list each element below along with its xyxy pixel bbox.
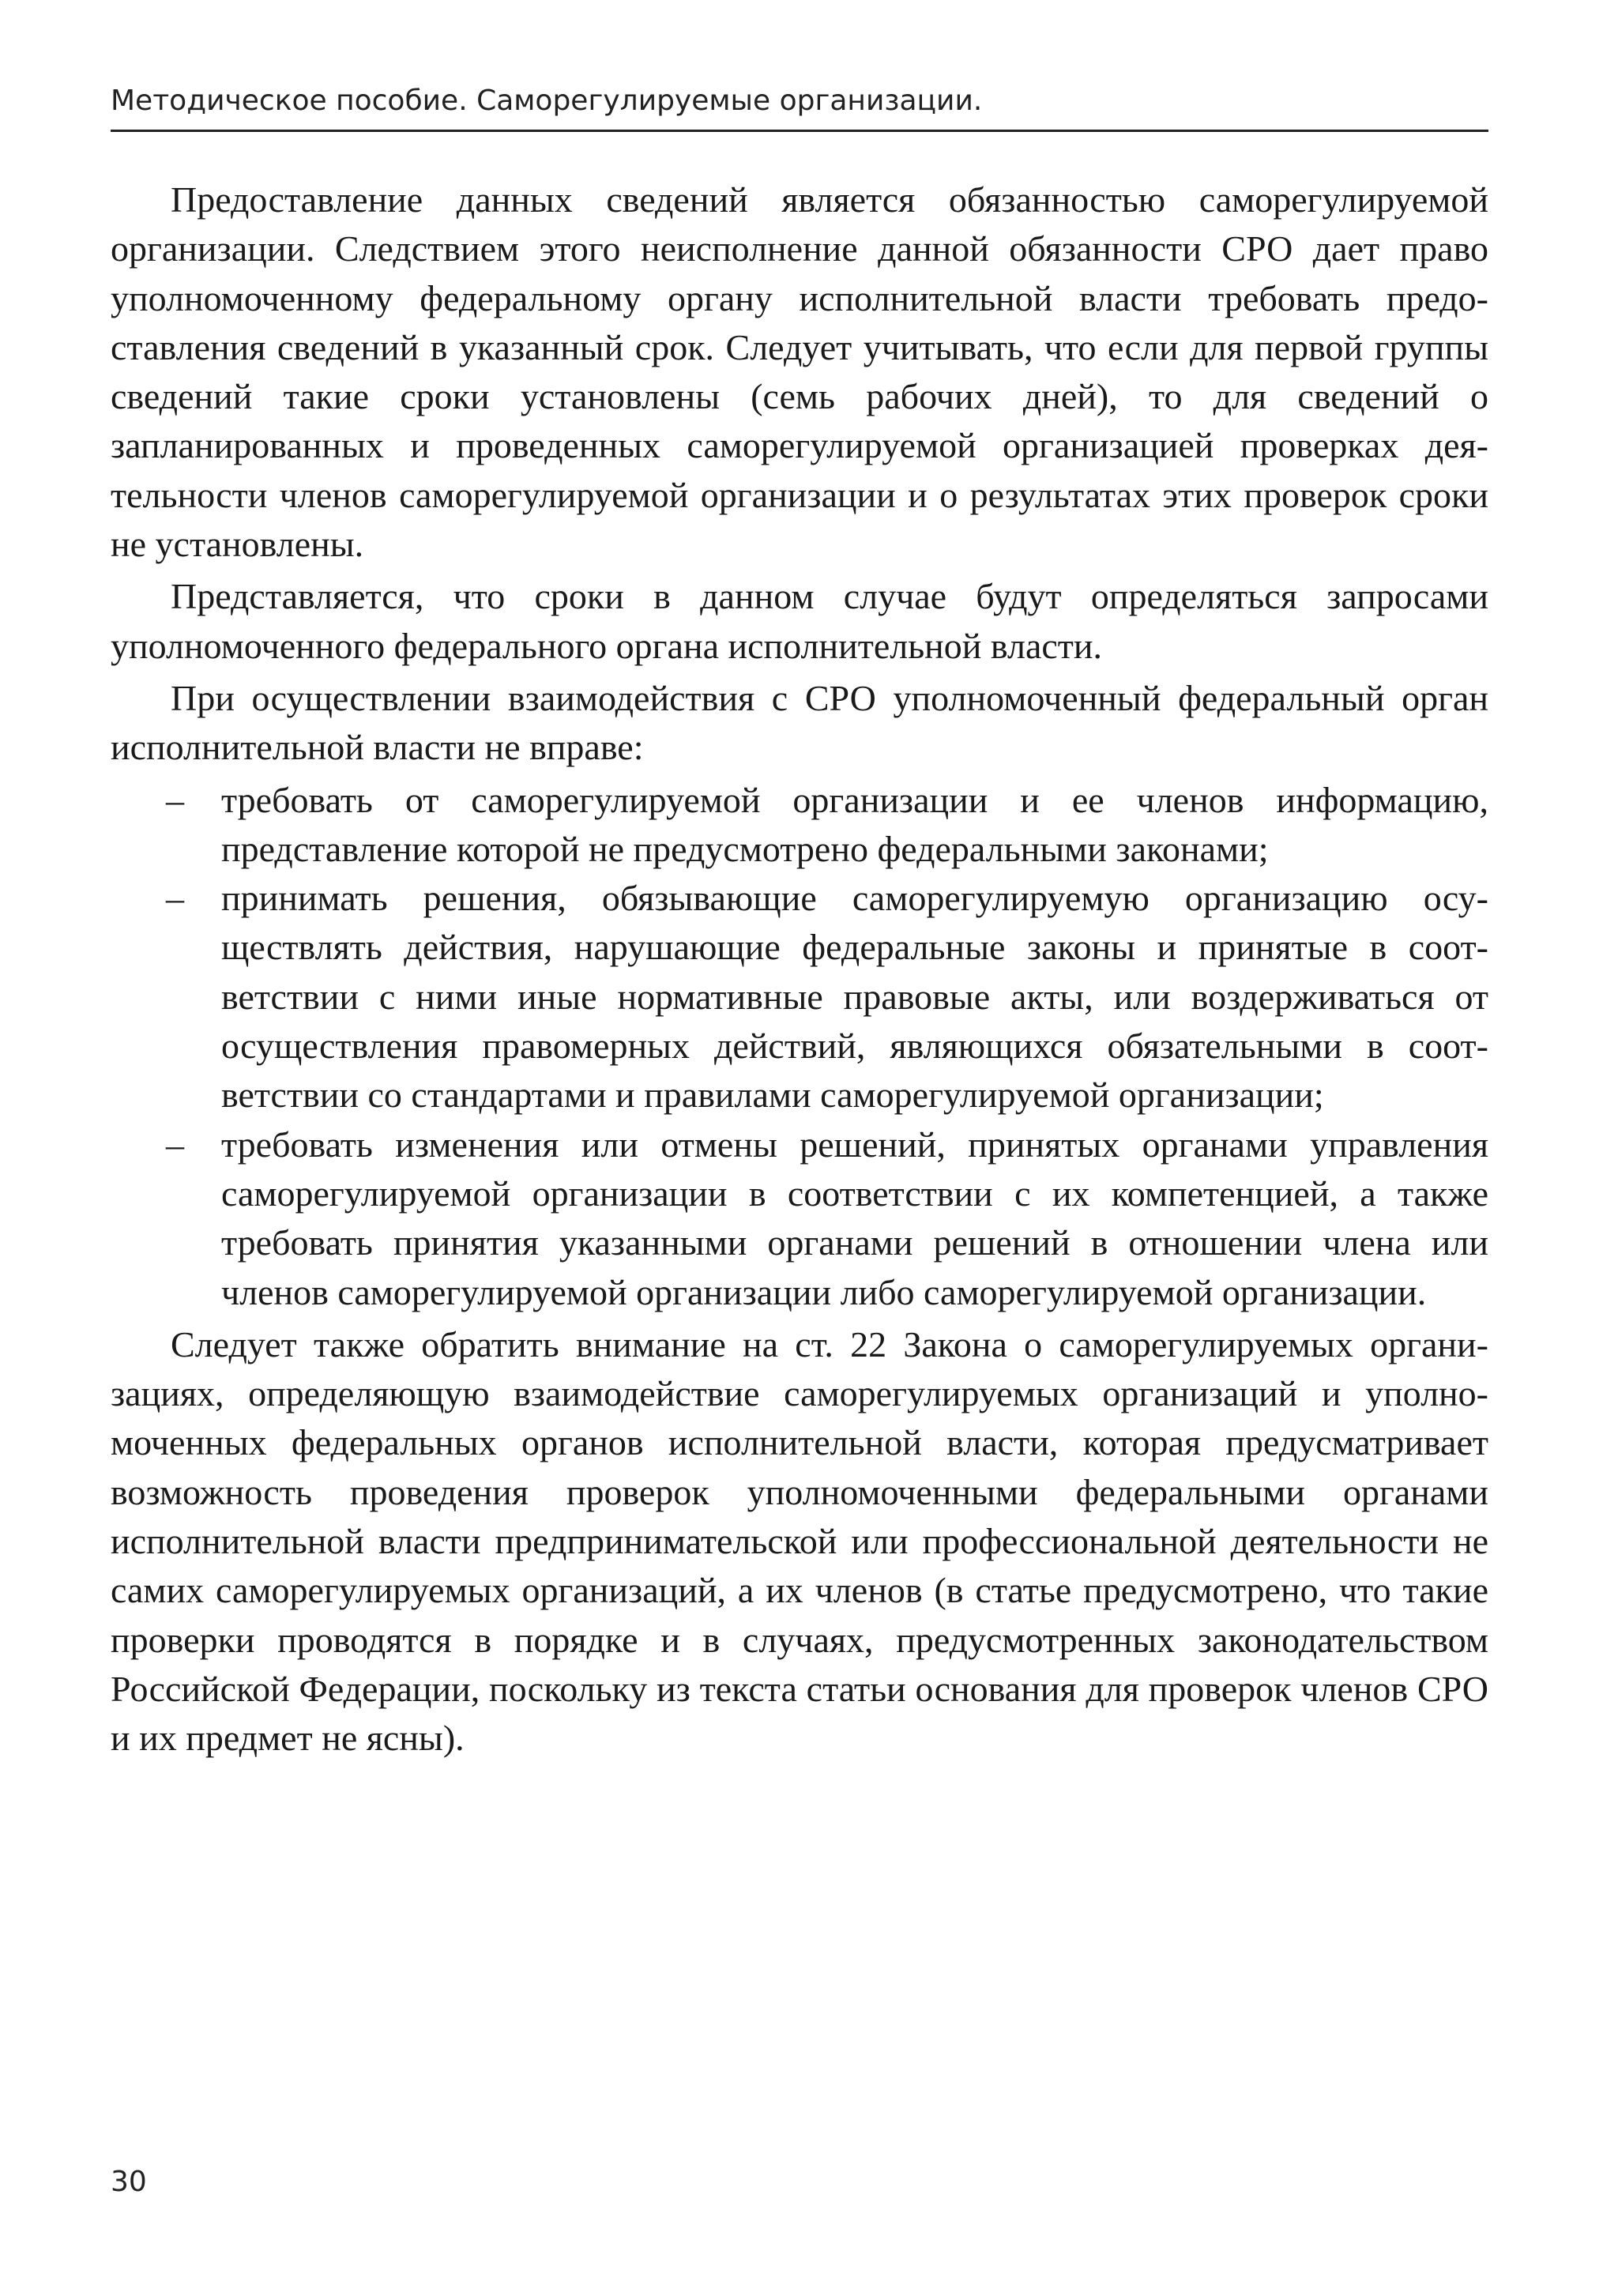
page-number: 30 bbox=[111, 2166, 147, 2198]
main-text bbox=[111, 175, 1488, 1767]
list-item-text: требовать от саморегулируемой организации и ее членов информацию, представление которой не предусмотрено федеральными законами; bbox=[221, 779, 1488, 869]
prohibitions-list bbox=[111, 776, 1488, 1317]
header-divider bbox=[111, 130, 1488, 132]
paragraph: Представляется, что сроки в данном случае будут определяться запросами уполномоченного федерального органа исполнительной власти. bbox=[111, 576, 1488, 666]
list-item-text: требовать изменения или отмены решений, принятых органами управления саморегулируемой организации в соответствии с их компетенцией, а также требовать принятия указанными органами решений в отношении члена или членов саморегулируемой организации либо саморегулируемой организации. bbox=[221, 1124, 1488, 1312]
paragraph: Следует также обратить внимание на ст. 22 Закона о саморегулируемых организациях, определяющую взаимодействие саморегулируемых организаций и уполномоченных федеральных органов исполнительной власти, которая предусматривает возможность проведения проверок уполномоченными федеральными органами исполнительной власти предпринимательской или профессиональной деятельности не самих саморегулируемых организаций, а их членов (в статье предусмотрено, что такие проверки проводятся в порядке и в случаях, предусмотренных законодательством Российской Федерации, поскольку из текста статьи основания для проверок членов СРО и их предмет не ясны). bbox=[111, 1323, 1488, 1759]
dash-bullet: – bbox=[166, 878, 184, 919]
list-item bbox=[111, 1120, 1488, 1317]
paragraph: При осуществлении взаимодействия с СРО уполномоченный федеральный орган исполнительной власти не вправе: bbox=[111, 677, 1488, 768]
list-item-text: принимать решения, обязывающие саморегулируемую организацию осуществлять действия, нарушающие федеральные законы и принятые в соответствии с ними иные нормативные правовые акты, или воздерживаться от осуществления правомерных действий, являющихся обязательными в соответствии со стандартами и правилами саморегулируемой организации; bbox=[221, 878, 1488, 1116]
running-header: Методическое пособие. Саморегулируемые организации. bbox=[111, 85, 983, 117]
list-item bbox=[111, 776, 1488, 875]
dash-bullet: – bbox=[166, 1124, 184, 1165]
list-item bbox=[111, 874, 1488, 1120]
paragraph: Предоставление данных сведений является обязанностью саморегулируемой организации. Следствием этого неисполнение данной обязанности СРО дает право уполномоченному федеральному органу исполнительной власти требовать предоставления сведений в указанный срок. Следует учитывать, что если для первой группы сведений такие сроки установлены (семь рабочих дней), то для сведений о запланированных и проведенных саморегулируемой организацией проверках деятельности членов саморегулируемой организации и о результатах этих проверок сроки не установлены. bbox=[111, 179, 1488, 565]
dash-bullet: – bbox=[166, 779, 184, 820]
